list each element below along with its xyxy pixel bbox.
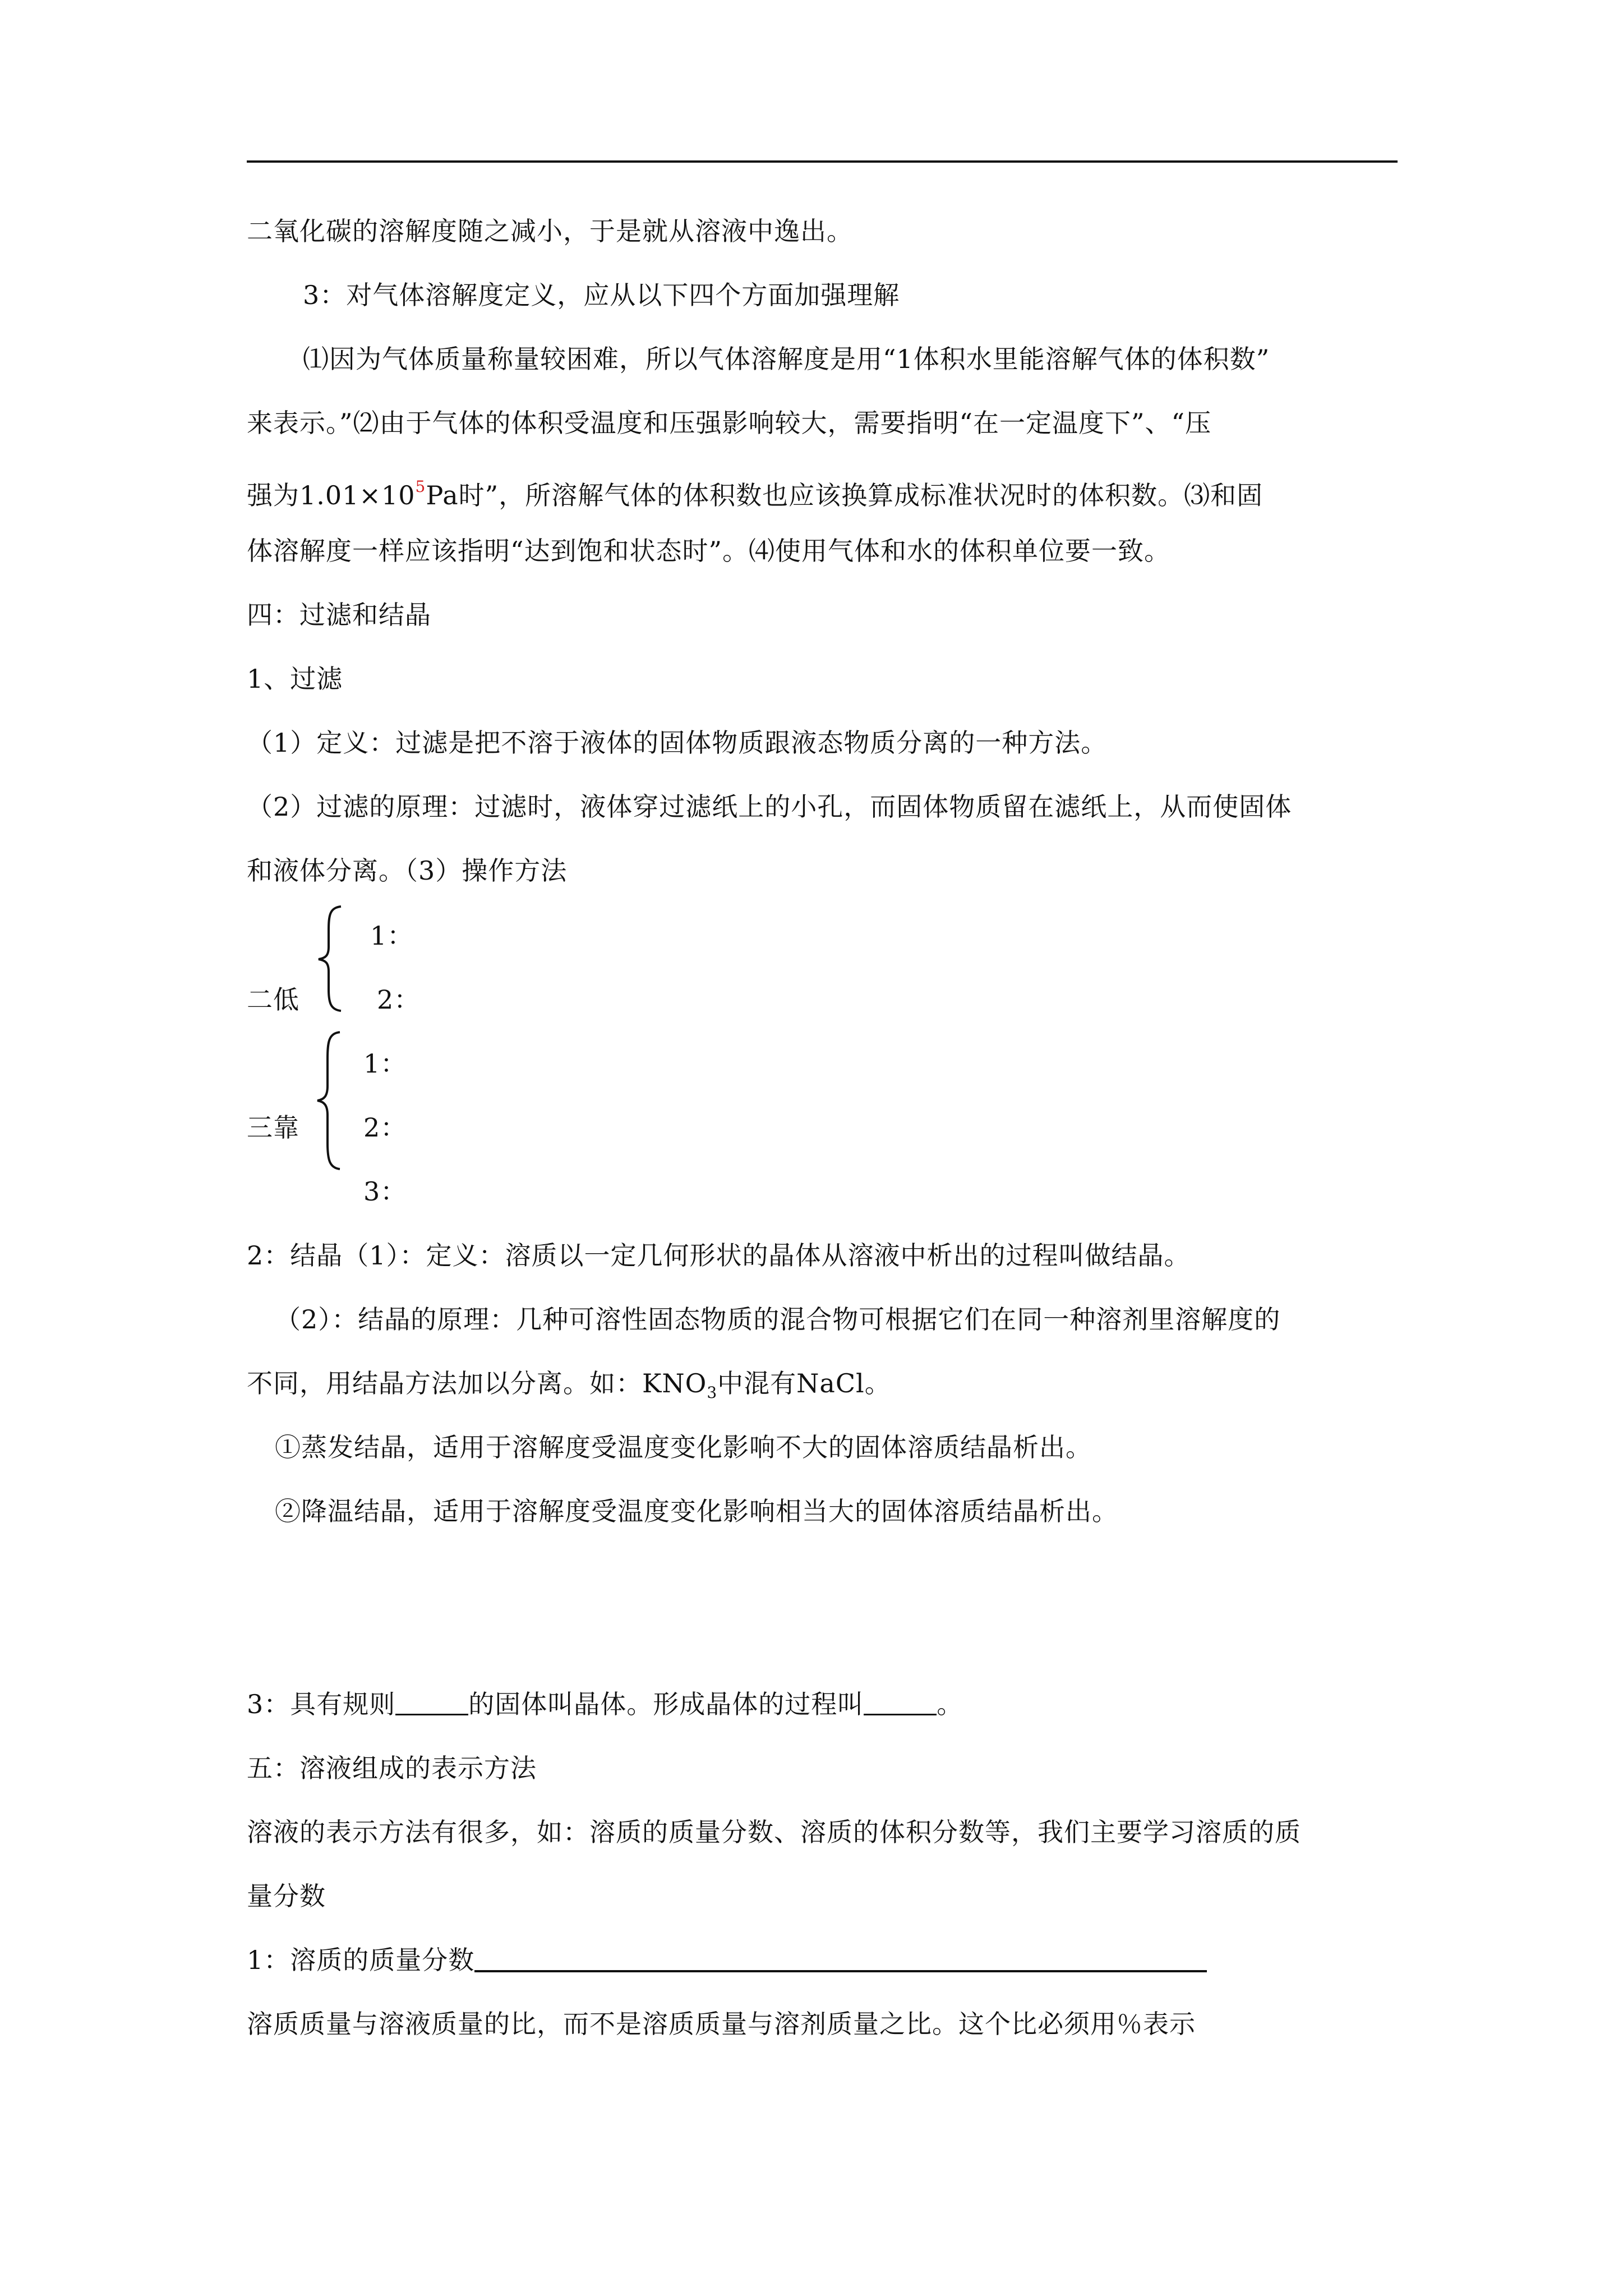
fill-in-blank[interactable] <box>864 1691 937 1715</box>
header-rule <box>247 160 1398 163</box>
list-item: 1： <box>370 921 414 951</box>
section-heading: 四：过滤和结晶 <box>247 600 431 630</box>
text-line: 溶质质量与溶液质量的比，而不是溶质质量与溶剂质量之比。这个比必须用％表示 <box>247 2009 1196 2039</box>
text-line <box>247 470 1263 512</box>
section-heading: 五：溶液组成的表示方法 <box>247 1753 537 1783</box>
list-item: 2： <box>377 984 421 1015</box>
text-line: 体溶解度一样应该指明“达到饱和状态时”。⑷使用气体和水的体积单位要一致。 <box>247 536 1171 566</box>
answer-blank-line[interactable] <box>474 1945 1207 1972</box>
text-line: 3：对气体溶解度定义，应从以下四个方面加强理解 <box>303 280 900 310</box>
text-line <box>247 1687 963 1721</box>
superscript: 5 <box>415 477 426 496</box>
text-segment: 3：具有规则 <box>247 1689 396 1719</box>
text-line: 和液体分离。（3）操作方法 <box>247 855 568 886</box>
brace-icon <box>314 902 348 1014</box>
fill-in-blank[interactable] <box>395 1691 468 1715</box>
text-segment: 的固体叫晶体。形成晶体的过程叫 <box>468 1689 864 1719</box>
text-line: （2）：结晶的原理：几种可溶性固态物质的混合物可根据它们在同一种溶剂里溶解度的 <box>275 1304 1281 1335</box>
brace-icon <box>313 1028 347 1174</box>
text-line: 量分数 <box>247 1881 326 1911</box>
text-segment: Pa时”，所溶解气体的体积数也应该换算成标准状况时的体积数。⑶和固 <box>426 480 1264 510</box>
text-line: （2）过滤的原理：过滤时，液体穿过滤纸上的小孔，而固体物质留在滤纸上，从而使固体 <box>247 792 1292 822</box>
text-segment: 。 <box>937 1689 963 1719</box>
group-label: 二低 <box>247 984 299 1015</box>
list-item: 3： <box>363 1176 407 1207</box>
text-segment: 强为1.01×10 <box>247 480 416 510</box>
text-segment: 不同，用结晶方法加以分离。如：KNO <box>247 1368 707 1398</box>
subsection-heading: 1、过滤 <box>247 664 343 694</box>
subscript: 3 <box>707 1383 718 1402</box>
text-line: ①蒸发结晶，适用于溶解度受温度变化影响不大的固体溶质结晶析出。 <box>275 1432 1092 1462</box>
text-line: 溶液的表示方法有很多，如：溶质的质量分数、溶质的体积分数等，我们主要学习溶质的质 <box>247 1817 1301 1847</box>
list-item: 2： <box>363 1112 407 1143</box>
text-line: 二氧化碳的溶解度随之减小，于是就从溶液中逸出。 <box>247 216 853 246</box>
list-item: 1： <box>363 1048 407 1079</box>
text-line: （1）定义：过滤是把不溶于液体的固体物质跟液态物质分离的一种方法。 <box>247 728 1108 758</box>
text-line: 2：结晶（1）：定义：溶质以一定几何形状的晶体从溶液中析出的过程叫做结晶。 <box>247 1240 1191 1271</box>
text-line <box>247 1943 1207 1977</box>
text-line: 来表示。”⑵由于气体的体积受温度和压强影响较大，需要指明“在一定温度下”、“压 <box>247 408 1212 438</box>
group-label: 三靠 <box>247 1112 299 1143</box>
text-line: ⑴因为气体质量称量较困难，所以气体溶解度是用“1体积水里能溶解气体的体积数” <box>303 344 1270 374</box>
text-line <box>247 1366 891 1410</box>
text-segment: 中混有NaCl。 <box>717 1368 891 1398</box>
text-line: ②降温结晶，适用于溶解度受温度变化影响相当大的固体溶质结晶析出。 <box>275 1496 1118 1526</box>
text-segment: 1：溶质的质量分数 <box>247 1945 475 1975</box>
